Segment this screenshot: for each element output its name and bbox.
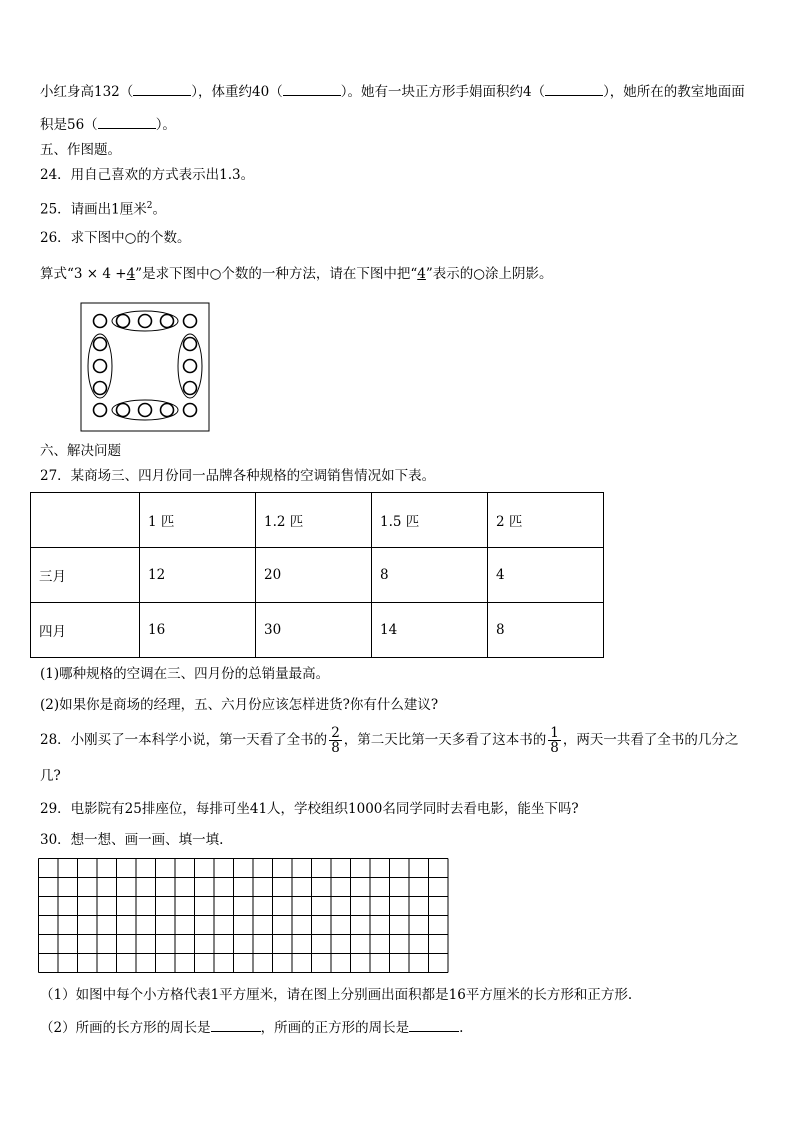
question-30: 30．想一想、画一画、填一填. [40,832,224,848]
question-26-description: 算式“3 × 4 +4”是求下图中○个数的一种方法，请在下图中把“4”表示的○涂上阴影。 [40,266,553,282]
table-row [31,603,604,658]
table-cell: 16 [140,603,256,658]
circle-item [139,404,152,417]
circle-item [94,338,107,351]
answer-blank[interactable] [283,82,341,96]
answer-blank[interactable] [133,82,191,96]
question-28: 28．小刚买了一本科学小说，第一天看了全书的 $\frac{2}{8}$ ，第二天比第一天多看了这本书的 $\frac{1}{8}$ ，两天一共看了全书的几分之 [40,725,739,756]
circle-item [139,315,152,328]
question-25: 25．请画出1厘米$^2$。 [40,201,167,218]
table-cell: 30 [256,603,372,658]
circle-item [94,382,107,395]
square-grid[interactable] [38,858,452,974]
question-30-part-1: （1）如图中每个小方格代表1平方厘米，请在图上分别画出面积都是16平方厘米的长方形和正方形. [40,987,633,1003]
table-cell: 三月 [31,548,140,603]
table-cell: 14 [372,603,488,658]
circle-item [184,404,197,417]
table-cell: 4 [488,548,604,603]
circle-item [184,382,197,395]
sales-table [30,492,604,658]
circle-figure[interactable] [80,302,210,432]
table-cell: 8 [488,603,604,658]
table-cell: 2 匹 [488,493,604,548]
circle-item [184,338,197,351]
section-title-5: 五、作图题。 [40,142,121,158]
circle-item [94,315,107,328]
question-27-part-2: (2)如果你是商场的经理，五、六月份应该怎样进货?你有什么建议? [40,697,439,713]
circle-item [94,360,107,373]
table-cell: 四月 [31,603,140,658]
question-27: 27．某商场三、四月份同一品牌各种规格的空调销售情况如下表。 [40,468,436,484]
circle-item [117,404,130,417]
table-cell: 1.2 匹 [256,493,372,548]
answer-blank[interactable] [211,1018,261,1032]
q23-line1: 小红身高132（ ），体重约40（ ）。她有一块正方形手娟面积约4（ ），她所在的教室地面面 [40,84,745,100]
answer-blank[interactable] [409,1018,459,1032]
question-27-part-1: (1)哪种规格的空调在三、四月份的总销量最高。 [40,666,330,682]
table-cell: 20 [256,548,372,603]
circle-item [184,315,197,328]
circle-item [117,315,130,328]
table-header-row [31,493,604,548]
section-title-6: 六、解决问题 [40,443,121,459]
fraction: $\frac{2}{8}$ [331,725,340,756]
question-26: 26．求下图中○的个数。 [40,230,191,246]
question-24: 24．用自己喜欢的方式表示出1.3。 [40,167,255,183]
answer-blank[interactable] [98,115,156,129]
q23-line2: 积是56（ ）。 [40,117,176,133]
table-cell: 8 [372,548,488,603]
question-30-part-2: （2）所画的长方形的周长是 ，所画的正方形的周长是 . [40,1020,464,1036]
circle-item [161,315,174,328]
circle-item [184,360,197,373]
table-row [31,548,604,603]
table-cell: 1 匹 [140,493,256,548]
table-cell: 12 [140,548,256,603]
fraction: $\frac{1}{8}$ [550,725,559,756]
table-cell [31,493,140,548]
question-29: 29．电影院有25排座位，每排可坐41人，学校组织1000名同学同时去看电影，能坐下吗? [40,801,579,817]
circle-item [161,404,174,417]
answer-blank[interactable] [545,82,603,96]
question-28-cont: 几? [40,768,61,784]
table-cell: 1.5 匹 [372,493,488,548]
circle-item [94,404,107,417]
